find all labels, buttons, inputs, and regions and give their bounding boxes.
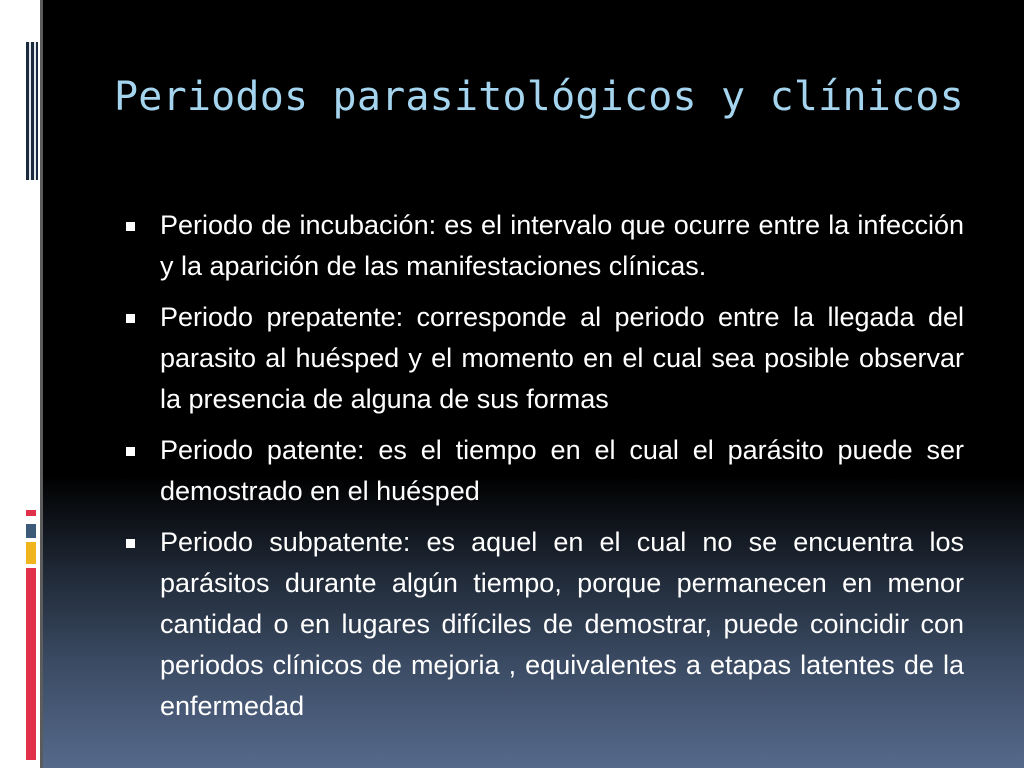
left-margin-strip (0, 0, 40, 768)
list-item (126, 522, 964, 727)
slide-title: Periodos parasitológicos y clínicos (114, 74, 964, 120)
list-item (126, 205, 964, 287)
square-bullet-icon (126, 539, 135, 548)
list-item (126, 430, 964, 512)
bullet-text: Periodo subpatente: es aquel en el cual no se encuentra los parásitos durante algún tiempo, porque permanecen en menor cantidad o en lugares difíciles de demostrar, puede coincidir con periodos clínicos de mejoria , equivalentes a etapas latentes de la enfermedad (160, 527, 964, 721)
square-bullet-icon (126, 447, 135, 456)
square-bullet-icon (126, 314, 135, 323)
window-pattern-decoration (26, 42, 38, 180)
bullet-text: Periodo de incubación: es el intervalo que ocurre entre la infección y la aparición de las manifestaciones clínicas. (160, 210, 964, 281)
color-bar-decoration (26, 510, 38, 760)
bullet-text: Periodo prepatente: corresponde al periodo entre la llegada del parasito al huésped y el momento en el cual sea posible observar la presencia de alguna de sus formas (160, 302, 964, 414)
square-bullet-icon (126, 222, 135, 231)
bullet-text: Periodo patente: es el tiempo en el cual el parásito puede ser demostrado en el huésped (160, 435, 964, 506)
bullet-list (126, 205, 964, 737)
list-item (126, 297, 964, 420)
